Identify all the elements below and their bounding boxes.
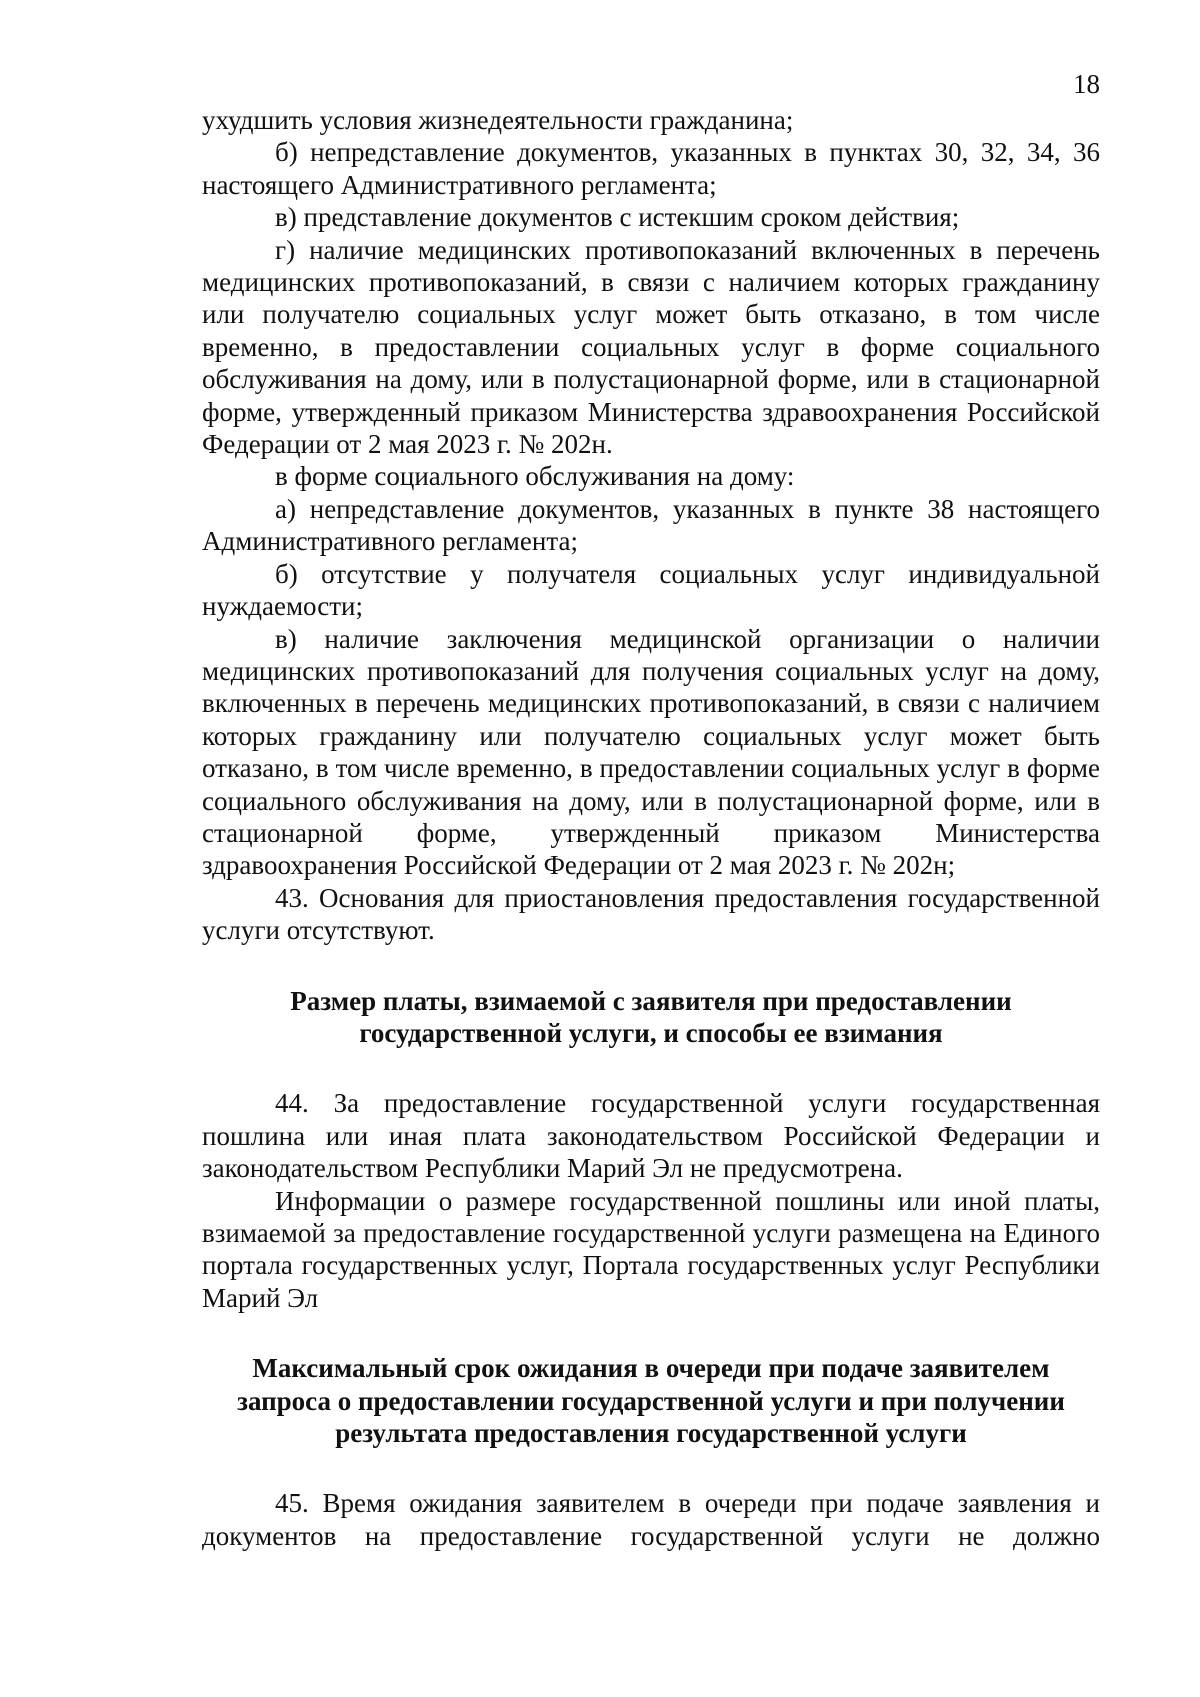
paragraph-item-g: г) наличие медицинских противопоказаний включенных в перечень медицинских противопоказаний, в связи с наличием которых гражданину или получателю социальных услуг может быть отказано, в том числе временно, в предоставлении социальных услуг в форме социального обслуживания на дому, или в полустационарной форме, или в стационарной форме, утвержденный приказом Министерства здравоохранения Российской Федерации от 2 мая 2023 г. № 202н. [202,234,1100,460]
heading-line: запроса о предоставлении государственной услуги и при получении [237,1385,1065,1416]
section-heading-fee [202,985,1100,1050]
paragraph-home-service-heading: в форме социального обслуживания на дому: [275,461,795,492]
paragraph-fee-info: Информации о размере государственной пошлины или иной платы, взимаемой за предоставление государственной услуги размещена на Единого портала государственных услуг, Портала государственных услуг Республики Марий Эл [202,1185,1100,1313]
paragraph-item-b: б) непредставление документов, указанных в пунктах 30, 32, 34, 36 настоящего Административного регламента; [202,137,1100,200]
heading-line: государственной услуги, и способы ее взимания [359,1017,943,1048]
heading-line: результата предоставления государственной услуги [335,1418,967,1449]
paragraph-home-item-a: а) непредставление документов, указанных в пункте 38 настоящего Административного регламента; [202,493,1100,557]
document-body [202,104,1100,1552]
paragraph-item-v: в) представление документов с истекшим сроком действия; [275,202,960,233]
page-number: 18 [1073,69,1100,99]
paragraph-home-item-v: в) наличие заключения медицинской организации о наличии медицинских противопоказаний для получения социальных услуг на дому, включенных в перечень медицинских противопоказаний, в связи с наличием которых гражданину или получателю социальных услуг может быть отказано, в том числе временно, в предоставлении социальных услуг в форме социального обслуживания на дому, или в полустационарной форме, или в стационарной форме, утвержденный приказом Министерства здравоохранения Российской Федерации от 2 мая 2023 г. № 202н; [202,623,1100,881]
heading-line: Размер платы, взимаемой с заявителя при предоставлении [290,985,1012,1016]
paragraph-45: 45. Время ожидания заявителем в очереди при подаче заявления и документов на предоставление государственной услуги не должно [202,1488,1100,1551]
paragraph-44: 44. За предоставление государственной услуги государственная пошлина или иная плата законодательством Российской Федерации и законодательством Республики Марий Эл не предусмотрена. [202,1088,1100,1184]
section-heading-queue-time [202,1352,1100,1449]
heading-line: Максимальный срок ожидания в очереди при подаче заявителем [252,1353,1050,1384]
paragraph-continuation: ухудшить условия жизнедеятельности гражданина; [202,105,794,135]
paragraph-home-item-b: б) отсутствие у получателя социальных услуг индивидуальной нуждаемости; [202,558,1100,622]
paragraph-43: 43. Основания для приостановления предоставления государственной услуги отсутствуют. [202,882,1100,946]
